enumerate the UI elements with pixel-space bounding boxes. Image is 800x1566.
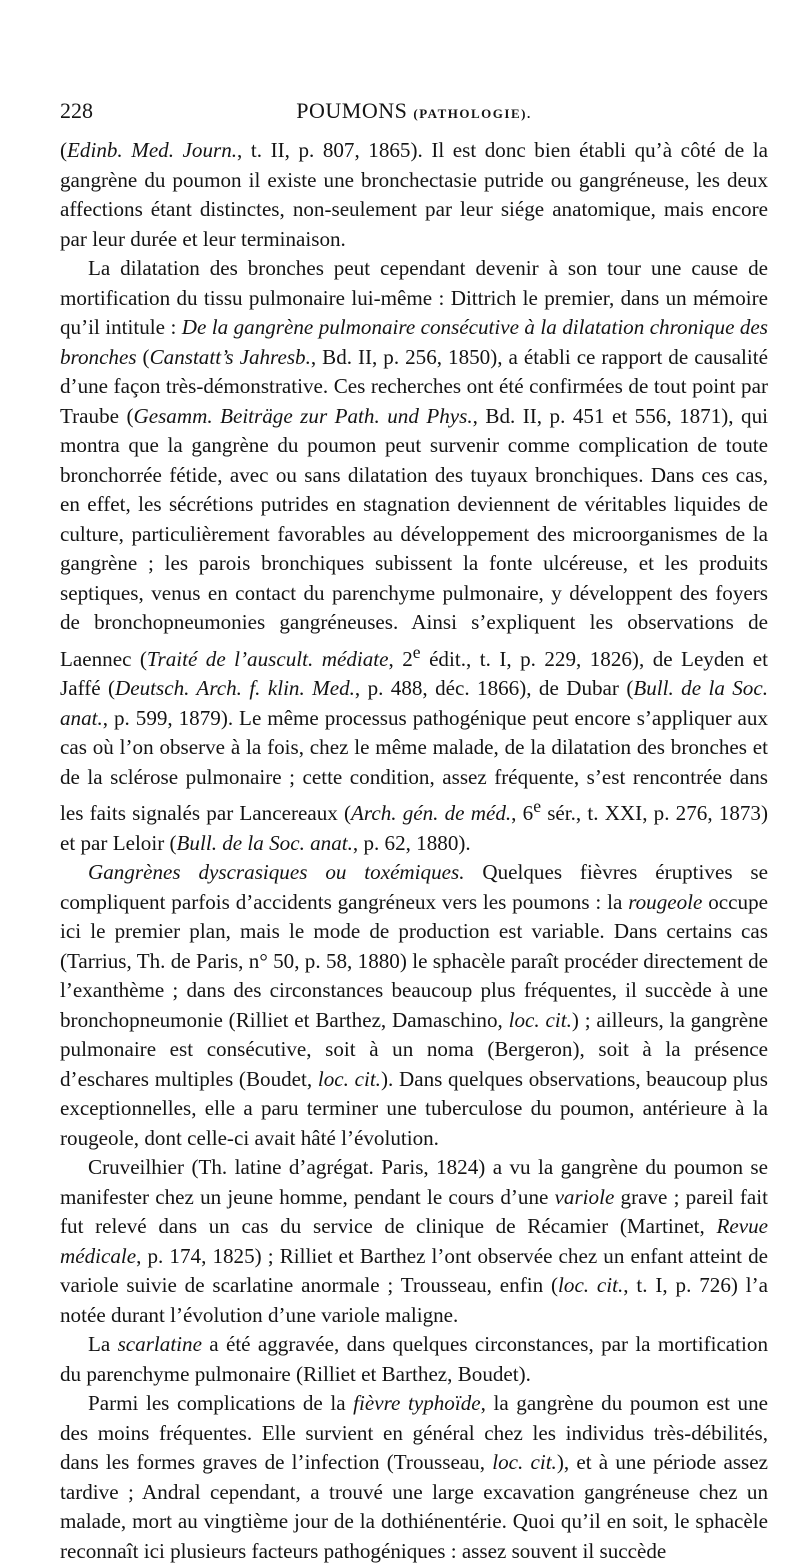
page-number: 228 [60,98,93,123]
running-title [60,98,768,124]
paragraph-5: La scarlatine a été aggravée, dans quelques circonstances, par la mortification du parenchyme pulmonaire (Rilliet et Barthez, Boudet). [60,1332,768,1386]
running-header [60,98,768,128]
paragraph-3: Gangrènes dyscrasiques ou toxémiques. Quelques fièvres éruptives se compliquent parfois d’accidents gangréneux vers les poumons : la rougeole occupe ici le premier plan, mais le mode de production est variable. Dans certains cas (Tarrius, Th. de Paris, n° 50, p. 58, 1880) le sphacèle paraît procéder directement de l’exanthème ; dans des circonstances beaucoup plus fréquentes, il succède à une bronchopneumonie (Rilliet et Barthez, Damaschino, loc. cit.) ; ailleurs, la gangrène pulmonaire est consécutive, soit à un noma (Bergeron), soit à la présence d’eschares multiples (Boudet, loc. cit.). Dans quelques observations, beaucoup plus exceptionnelles, elle a paru terminer une tuberculose du poumon, antérieure à la rougeole, dont celle-ci avait hâté l’évolution. [60,860,768,1150]
running-title-sub: (PATHOLOGIE). [413,106,532,121]
paragraph-1: (Edinb. Med. Journ., t. II, p. 807, 1865). Il est donc bien établi qu’à côté de la gangrène du poumon il existe une bronchectasie putride ou gangréneuse, les deux affections étant distinctes, non-seulement par leur siége anatomique, mais encore par leur durée et leur terminaison. [60,138,768,251]
paragraph-4: Cruveilhier (Th. latine d’agrégat. Paris, 1824) a vu la gangrène du poumon se manifester chez un jeune homme, pendant le cours d’une variole grave ; pareil fait fut relevé dans un cas du service de clinique de Récamier (Martinet, Revue médicale, p. 174, 1825) ; Rilliet et Barthez l’ont observée chez un enfant atteint de variole suivie de scarlatine anormale ; Trousseau, enfin (loc. cit., t. I, p. 726) l’a notée durant l’évolution d’une variole maligne. [60,1155,768,1327]
paragraph-6: Parmi les complications de la fièvre typhoïde, la gangrène du poumon est une des moins fréquentes. Elle survient en général chez les individus très-débilités, dans les formes graves de l’infection (Trousseau, loc. cit.), et à une période assez tardive ; Andral cependant, a trouvé une large excavation gangréneuse chez un malade, mort au vingtième jour de la dothiénentérie. Quoi qu’il en soit, le sphacèle reconnaît ici plusieurs facteurs pathogéniques : assez souvent il succède [60,1391,768,1563]
paragraph-2: La dilatation des bronches peut cependant devenir à son tour une cause de mortification du tissu pulmonaire lui-même : Dittrich le premier, dans un mémoire qu’il intitule : De la gangrène pulmonaire consécutive à la dilatation chronique des bronches (Canstatt’s Jahresb., Bd. II, p. 256, 1850), a établi ce rapport de causalité d’une façon très-démonstrative. Ces recherches ont été confirmées de tout point par Traube (Gesamm. Beiträge zur Path. und Phys., Bd. II, p. 451 et 556, 1871), qui montra que la gangrène du poumon peut survenir comme complication de toute bronchorrée fétide, avec ou sans dilatation des tuyaux bronchiques. Dans ces cas, en effet, les sécrétions putrides en stagnation deviennent de véritables liquides de culture, particulièrement favorables au développement des microorganismes de la gangrène ; les parois bronchiques subissent la fonte ulcéreuse, et les produits septiques, venus en contact du parenchyme pulmonaire, y développent des foyers de bronchopneumonies gangréneuses. Ainsi s’expliquent les observations de Laennec (Traité de l’auscult. médiate, 2e édit., t. I, p. 229, 1826), de Leyden et Jaffé (Deutsch. Arch. f. klin. Med., p. 488, déc. 1866), de Dubar (Bull. de la Soc. anat., p. 599, 1879). Le même processus pathogénique peut encore s’appliquer aux cas où l’on observe à la fois, chez le même malade, de la dilatation des bronches et de la sclérose pulmonaire ; cette condition, assez fréquente, s’est rencontrée dans les faits signalés par Lancereaux (Arch. gén. de méd., 6e sér., t. XXI, p. 276, 1873) et par Leloir (Bull. de la Soc. anat., p. 62, 1880). [60,256,769,855]
running-title-main: POUMONS [296,98,408,123]
body-text [60,136,768,1566]
